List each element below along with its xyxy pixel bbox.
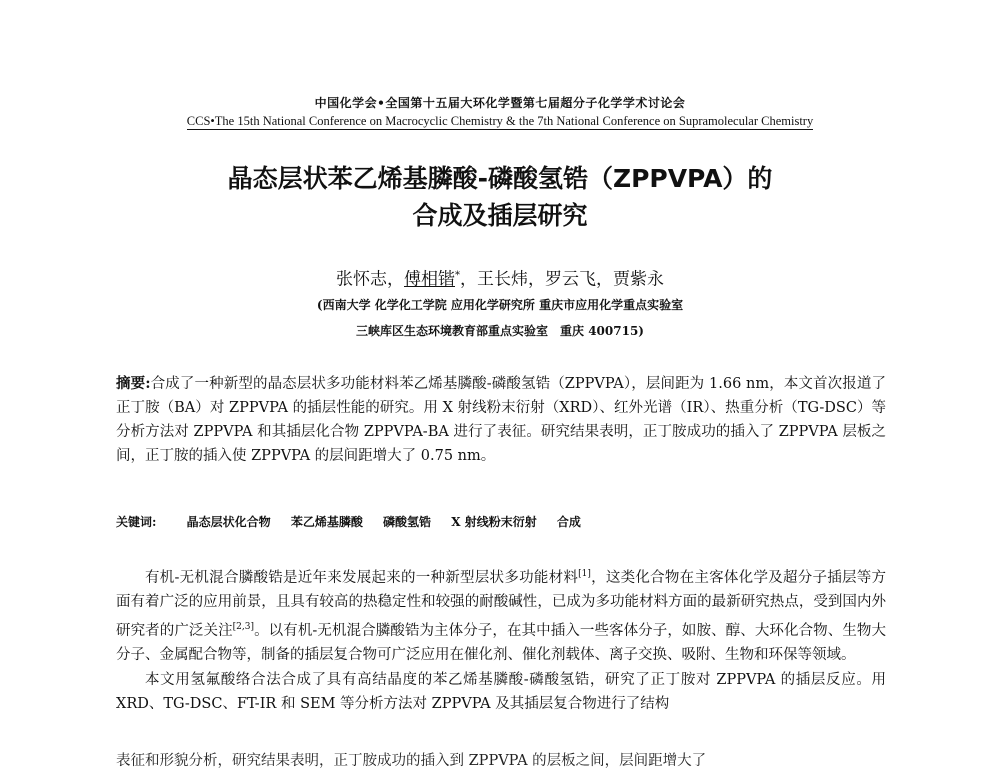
conference-name-en-wrap xyxy=(116,112,884,130)
p1-text-b: ，这类化合物在主客体化学及超分子插层等方面有着广泛的应用前景，且具有较高的热稳定性和较强的耐酸碱性，已成为多功能材料方面的最新研究热点，受到国内外研究者的广泛关注 xyxy=(116,569,886,639)
abstract-text: 合成了一种新型的晶态层状多功能材料苯乙烯基膦酸-磷酸氢锆（ZPPVPA），层间距为 1.66 nm，本文首次报道了正丁胺（BA）对 ZPPVPA 的插层性能的研究。用 X 射线粉末衍射（XRD）、红外光谱（IR）、热重分析（TG-DSC）等分析方法对 ZPPVPA 和其插层化合物 ZPPVPA-BA 进行了表征。研究结果表明，正丁胺成功的插入了 ZPPVPA 层板之间，正丁胺的插入使 ZPPVPA 的层间距增大了 0.75 nm。 xyxy=(116,376,886,464)
abstract-label: 摘要: xyxy=(116,375,151,392)
author-list xyxy=(116,264,884,292)
affiliation-line-1: (西南大学 化学化工学院 应用化学研究所 重庆市应用化学重点实验室 xyxy=(316,298,684,312)
conference-name-en: CCS•The 15th National Conference on Macrocyclic Chemistry & the 7th National Conference on Supramolecular Chemistry xyxy=(186,114,814,128)
keywords-label: 关键词: xyxy=(116,515,157,529)
corresponding-author: 傅相锴 xyxy=(404,269,455,290)
citation: [1] xyxy=(578,569,591,579)
keywords xyxy=(116,512,886,532)
keyword-item: X 射线粉末衍射 xyxy=(451,515,537,529)
corresponding-mark: * xyxy=(455,270,460,281)
p1-text-c: 。以有机-无机混合膦酸锆为主体分子，在其中插入一些客体分子，如胺、醇、大环化合物、生物大分子、金属配合物等，制备的插层复合物可广泛应用在催化剂、催化剂载体、离子交换、吸附、生物和环保等领域。 xyxy=(116,622,886,664)
affiliation xyxy=(116,292,884,344)
paper-title xyxy=(116,160,884,234)
paragraph-2: 本文用氢氟酸络合法合成了具有高结晶度的苯乙烯基膦酸-磷酸氢锆，研究了正丁胺对 ZPPVPA 的插层反应。用 XRD、TG-DSC、FT-IR 和 SEM 等分析方法对 ZPPVPA 及其插层复合物进行了结构 xyxy=(116,671,886,713)
p1-text-a: 有机-无机混合膦酸锆是近年来发展起来的一种新型层状多功能材料 xyxy=(145,569,579,586)
keyword-item: 晶态层状化合物 xyxy=(186,515,271,529)
cut-off-line: 表征和形貌分析，研究结果表明，正丁胺成功的插入到 ZPPVPA 的层板之间，层间距增大了 xyxy=(116,753,707,769)
affiliation-line-2: 三峡库区生态环境教育部重点实验室 重庆 400715) xyxy=(356,324,644,338)
citation: [2,3] xyxy=(232,621,254,632)
title-line-1: 晶态层状苯乙烯基膦酸-磷酸氢锆（ZPPVPA）的 xyxy=(227,164,773,193)
keyword-item: 苯乙烯基膦酸 xyxy=(290,515,363,529)
author-others: ，王长炜，罗云飞，贾紫永 xyxy=(460,269,664,290)
conference-name-cn: 中国化学会•全国第十五届大环化学暨第七届超分子化学学术讨论会 xyxy=(314,96,686,110)
paragraph-1 xyxy=(116,562,886,668)
keyword-item: 磷酸氢锆 xyxy=(383,515,432,529)
keyword-item: 合成 xyxy=(556,515,581,529)
title-line-2: 合成及插层研究 xyxy=(412,201,588,230)
conference-header xyxy=(116,94,884,130)
author-1: 张怀志， xyxy=(336,269,404,290)
abstract xyxy=(116,372,886,468)
body-text xyxy=(116,562,886,717)
